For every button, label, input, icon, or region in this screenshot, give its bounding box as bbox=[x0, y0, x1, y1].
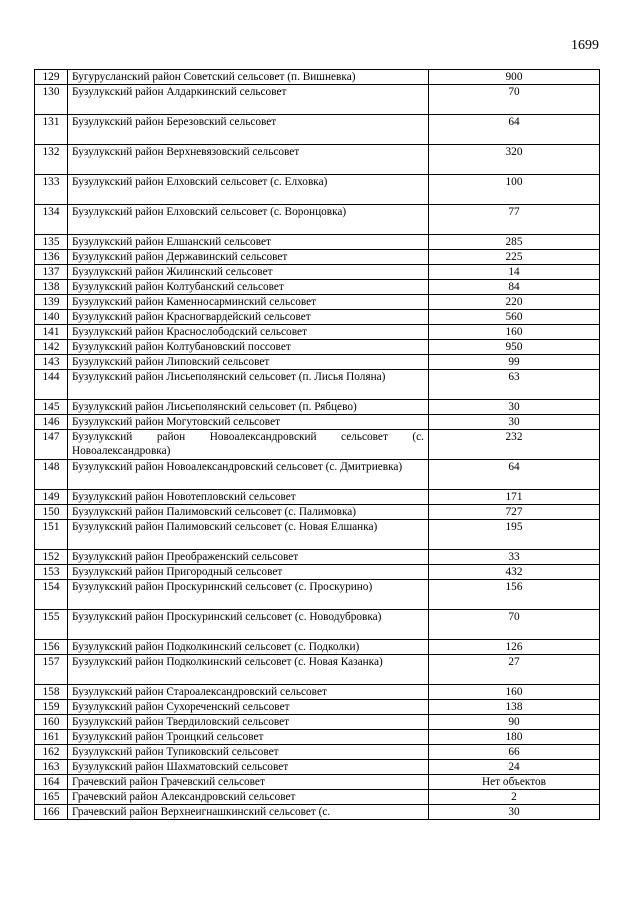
table-row bbox=[35, 265, 600, 280]
settlement-name: Бузулукский район Проскуринский сельсовет (с. Новодубровка) bbox=[68, 610, 429, 640]
table-row bbox=[35, 85, 600, 115]
row-number: 138 bbox=[35, 280, 68, 295]
settlement-name: Грачевский район Верхнеигнашкинский сельсовет (с. bbox=[68, 805, 429, 820]
row-number: 134 bbox=[35, 205, 68, 235]
table-row bbox=[35, 655, 600, 685]
settlement-name: Бузулукский район Пригородный сельсовет bbox=[68, 565, 429, 580]
settlement-name: Бузулукский район Березовский сельсовет bbox=[68, 115, 429, 145]
table-row bbox=[35, 400, 600, 415]
row-number: 147 bbox=[35, 430, 68, 460]
table-row bbox=[35, 700, 600, 715]
row-number: 154 bbox=[35, 580, 68, 610]
object-count: 160 bbox=[429, 685, 600, 700]
settlement-name: Бузулукский район Могутовский сельсовет bbox=[68, 415, 429, 430]
object-count: 2 bbox=[429, 790, 600, 805]
table-row bbox=[35, 205, 600, 235]
row-number: 130 bbox=[35, 85, 68, 115]
object-count: Нет объектов bbox=[429, 775, 600, 790]
table-row bbox=[35, 790, 600, 805]
object-count: 160 bbox=[429, 325, 600, 340]
object-count: 30 bbox=[429, 400, 600, 415]
settlement-name: Бузулукский район Подколкинский сельсовет (с. Подколки) bbox=[68, 640, 429, 655]
object-count: 195 bbox=[429, 520, 600, 550]
settlement-name: Бузулукский район Верхневязовский сельсовет bbox=[68, 145, 429, 175]
settlement-name: Бузулукский район Краснослободский сельсовет bbox=[68, 325, 429, 340]
object-count: 285 bbox=[429, 235, 600, 250]
object-count: 138 bbox=[429, 700, 600, 715]
object-count: 727 bbox=[429, 505, 600, 520]
settlement-name: Бузулукский район Алдаркинский сельсовет bbox=[68, 85, 429, 115]
table-row bbox=[35, 355, 600, 370]
settlement-name: Бузулукский район Липовский сельсовет bbox=[68, 355, 429, 370]
object-count: 900 bbox=[429, 70, 600, 85]
row-number: 144 bbox=[35, 370, 68, 400]
row-number: 163 bbox=[35, 760, 68, 775]
row-number: 135 bbox=[35, 235, 68, 250]
settlement-name: Бузулукский район Державинский сельсовет bbox=[68, 250, 429, 265]
row-number: 139 bbox=[35, 295, 68, 310]
row-number: 146 bbox=[35, 415, 68, 430]
table-row bbox=[35, 565, 600, 580]
row-number: 141 bbox=[35, 325, 68, 340]
row-number: 145 bbox=[35, 400, 68, 415]
object-count: 90 bbox=[429, 715, 600, 730]
row-number: 161 bbox=[35, 730, 68, 745]
table-row bbox=[35, 685, 600, 700]
settlement-name: Бузулукский район Шахматовский сельсовет bbox=[68, 760, 429, 775]
object-count: 77 bbox=[429, 205, 600, 235]
table-body bbox=[35, 70, 600, 820]
settlement-name: Бузулукский район Елховский сельсовет (с. Воронцовка) bbox=[68, 205, 429, 235]
table-row bbox=[35, 505, 600, 520]
settlement-name: Бузулукский район Новоалександровский сельсовет (с. Новоалександровка) bbox=[68, 430, 429, 460]
settlement-name: Бузулукский район Колтубановский поссовет bbox=[68, 340, 429, 355]
row-number: 152 bbox=[35, 550, 68, 565]
object-count: 320 bbox=[429, 145, 600, 175]
table-row bbox=[35, 325, 600, 340]
settlement-name: Бузулукский район Колтубанский сельсовет bbox=[68, 280, 429, 295]
table-row bbox=[35, 460, 600, 490]
settlement-name: Бузулукский район Тупиковский сельсовет bbox=[68, 745, 429, 760]
object-count: 14 bbox=[429, 265, 600, 280]
row-number: 133 bbox=[35, 175, 68, 205]
row-number: 150 bbox=[35, 505, 68, 520]
row-number: 164 bbox=[35, 775, 68, 790]
table-row bbox=[35, 340, 600, 355]
table-row bbox=[35, 70, 600, 85]
settlement-name: Бузулукский район Троицкий сельсовет bbox=[68, 730, 429, 745]
table-row bbox=[35, 145, 600, 175]
table-row bbox=[35, 745, 600, 760]
page-number: 1699 bbox=[571, 38, 599, 53]
settlement-name: Бузулукский район Сухореченский сельсовет bbox=[68, 700, 429, 715]
settlement-name: Бузулукский район Новоалександровский сельсовет (с. Дмитриевка) bbox=[68, 460, 429, 490]
table-row bbox=[35, 250, 600, 265]
row-number: 159 bbox=[35, 700, 68, 715]
row-number: 131 bbox=[35, 115, 68, 145]
object-count: 30 bbox=[429, 415, 600, 430]
object-count: 70 bbox=[429, 610, 600, 640]
table-row bbox=[35, 730, 600, 745]
settlements-table bbox=[34, 69, 600, 820]
object-count: 126 bbox=[429, 640, 600, 655]
row-number: 151 bbox=[35, 520, 68, 550]
object-count: 560 bbox=[429, 310, 600, 325]
table-row bbox=[35, 430, 600, 460]
table-row bbox=[35, 115, 600, 145]
settlement-name: Грачевский район Грачевский сельсовет bbox=[68, 775, 429, 790]
object-count: 100 bbox=[429, 175, 600, 205]
object-count: 180 bbox=[429, 730, 600, 745]
settlement-name: Бузулукский район Подколкинский сельсовет (с. Новая Казанка) bbox=[68, 655, 429, 685]
row-number: 166 bbox=[35, 805, 68, 820]
row-number: 137 bbox=[35, 265, 68, 280]
row-number: 129 bbox=[35, 70, 68, 85]
object-count: 70 bbox=[429, 85, 600, 115]
object-count: 171 bbox=[429, 490, 600, 505]
table-row bbox=[35, 760, 600, 775]
row-number: 140 bbox=[35, 310, 68, 325]
settlement-name: Бузулукский район Жилинский сельсовет bbox=[68, 265, 429, 280]
object-count: 225 bbox=[429, 250, 600, 265]
object-count: 99 bbox=[429, 355, 600, 370]
row-number: 153 bbox=[35, 565, 68, 580]
table-row bbox=[35, 175, 600, 205]
table-row bbox=[35, 490, 600, 505]
object-count: 66 bbox=[429, 745, 600, 760]
settlement-name: Бузулукский район Елховский сельсовет (с. Елховка) bbox=[68, 175, 429, 205]
settlement-name: Бузулукский район Каменносарминский сельсовет bbox=[68, 295, 429, 310]
row-number: 142 bbox=[35, 340, 68, 355]
settlement-name: Бузулукский район Преображенский сельсовет bbox=[68, 550, 429, 565]
row-number: 160 bbox=[35, 715, 68, 730]
row-number: 155 bbox=[35, 610, 68, 640]
object-count: 156 bbox=[429, 580, 600, 610]
table-row bbox=[35, 280, 600, 295]
row-number: 165 bbox=[35, 790, 68, 805]
settlement-name: Бузулукский район Новотепловский сельсовет bbox=[68, 490, 429, 505]
settlement-name: Бузулукский район Проскуринский сельсовет (с. Проскурино) bbox=[68, 580, 429, 610]
row-number: 158 bbox=[35, 685, 68, 700]
settlement-name: Бузулукский район Лисьеполянский сельсовет (п. Рябцево) bbox=[68, 400, 429, 415]
table-row bbox=[35, 235, 600, 250]
row-number: 132 bbox=[35, 145, 68, 175]
row-number: 148 bbox=[35, 460, 68, 490]
table-row bbox=[35, 550, 600, 565]
table-row bbox=[35, 640, 600, 655]
settlement-name: Бузулукский район Лисьеполянский сельсовет (п. Лисья Поляна) bbox=[68, 370, 429, 400]
table-row bbox=[35, 295, 600, 310]
table-row bbox=[35, 415, 600, 430]
object-count: 30 bbox=[429, 805, 600, 820]
object-count: 63 bbox=[429, 370, 600, 400]
object-count: 432 bbox=[429, 565, 600, 580]
settlement-name: Бузулукский район Красногвардейский сельсовет bbox=[68, 310, 429, 325]
settlement-name: Бузулукский район Твердиловский сельсовет bbox=[68, 715, 429, 730]
row-number: 136 bbox=[35, 250, 68, 265]
settlement-name: Бузулукский район Елшанский сельсовет bbox=[68, 235, 429, 250]
row-number: 143 bbox=[35, 355, 68, 370]
object-count: 950 bbox=[429, 340, 600, 355]
table-row bbox=[35, 610, 600, 640]
object-count: 24 bbox=[429, 760, 600, 775]
settlement-name: Грачевский район Александровский сельсовет bbox=[68, 790, 429, 805]
row-number: 149 bbox=[35, 490, 68, 505]
object-count: 64 bbox=[429, 460, 600, 490]
table-row bbox=[35, 775, 600, 790]
table-row bbox=[35, 370, 600, 400]
object-count: 84 bbox=[429, 280, 600, 295]
row-number: 162 bbox=[35, 745, 68, 760]
settlement-name: Бузулукский район Староалександровский сельсовет bbox=[68, 685, 429, 700]
row-number: 156 bbox=[35, 640, 68, 655]
table-row bbox=[35, 805, 600, 820]
object-count: 232 bbox=[429, 430, 600, 460]
settlement-name: Бузулукский район Палимовский сельсовет (с. Новая Елшанка) bbox=[68, 520, 429, 550]
settlement-name: Бузулукский район Палимовский сельсовет (с. Палимовка) bbox=[68, 505, 429, 520]
object-count: 27 bbox=[429, 655, 600, 685]
row-number: 157 bbox=[35, 655, 68, 685]
object-count: 64 bbox=[429, 115, 600, 145]
table-row bbox=[35, 310, 600, 325]
object-count: 220 bbox=[429, 295, 600, 310]
object-count: 33 bbox=[429, 550, 600, 565]
settlement-name: Бугурусланский район Советский сельсовет (п. Вишневка) bbox=[68, 70, 429, 85]
table-row bbox=[35, 715, 600, 730]
table-row bbox=[35, 520, 600, 550]
table-row bbox=[35, 580, 600, 610]
